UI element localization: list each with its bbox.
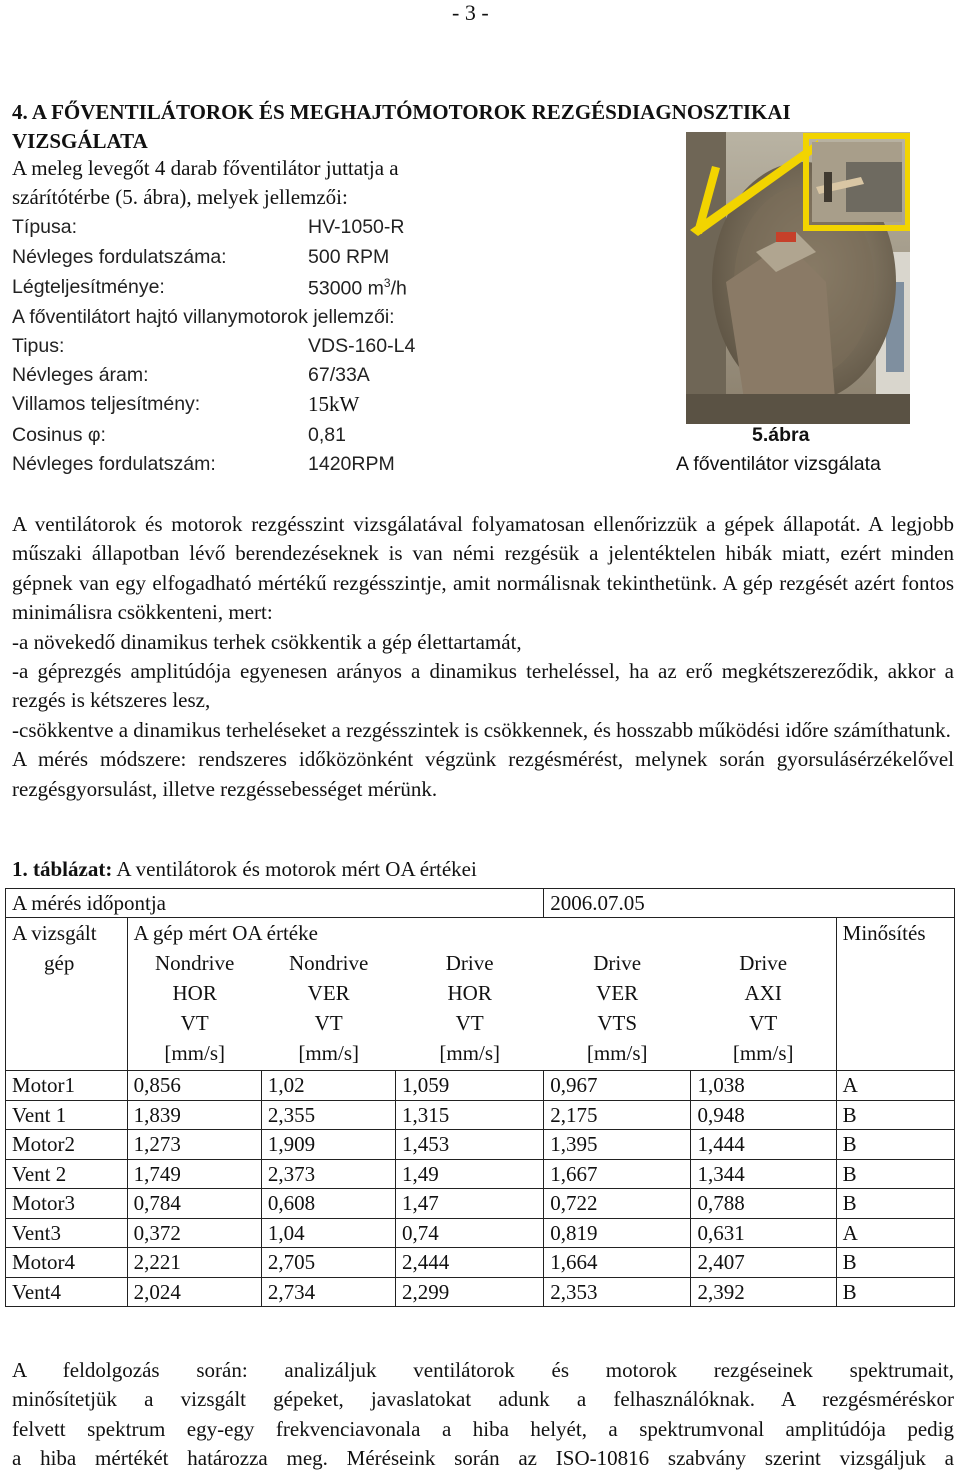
row-machine: Motor2 [6, 1130, 128, 1160]
row-value: 1,315 [396, 1100, 544, 1130]
row-value: 1,059 [396, 1071, 544, 1101]
subheader-drive-hor [396, 948, 544, 1068]
table-header-row [6, 918, 955, 1071]
subheader-line2: VER [596, 981, 639, 1005]
subheader-nondrive-hor [128, 948, 262, 1068]
subheader-unit: [mm/s] [586, 1041, 648, 1065]
intro-line-1: A meleg levegőt 4 darab főventilátor juttatja a [12, 156, 399, 180]
row-value: 1,664 [544, 1248, 691, 1278]
subheader-unit: [mm/s] [439, 1041, 500, 1065]
body-bullet-2: -a géprezgés amplitúdója egyenesen arányos a dinamikus terheléssel, ha az erő megkétszereződik, akkor a rezgés is kétszeres lesz, [12, 659, 954, 713]
date-value-cell [544, 889, 955, 918]
row-machine: Vent 2 [6, 1159, 128, 1189]
row-value: 2,444 [396, 1248, 544, 1278]
spec-speed-value: 500 RPM [308, 246, 390, 268]
subheader-line2: VER [307, 981, 350, 1005]
spec-airflow-value [308, 276, 407, 301]
table-row [6, 1277, 955, 1307]
table-row [6, 1130, 955, 1160]
header-subcolumns [128, 948, 836, 1068]
closing-paragraph [12, 1356, 954, 1474]
row-value: 1,47 [396, 1189, 544, 1219]
row-value: 2,734 [261, 1277, 395, 1307]
subheader-unit: [mm/s] [298, 1041, 359, 1065]
closing-line-2: minősítetjük a vizsgált gépeket, javaslatokat adunk a felhasználóknak. A rezgésméréskor [12, 1387, 954, 1412]
row-machine: Motor4 [6, 1248, 128, 1278]
section-heading [12, 98, 791, 156]
subheader-line3: VTS [597, 1011, 638, 1035]
row-rating: B [836, 1130, 954, 1160]
motor-current-label: Névleges áram: [12, 364, 149, 386]
spec-type-value: HV-1050-R [308, 216, 405, 238]
row-value: 1,344 [691, 1159, 836, 1189]
section-heading-line1: 4. A FŐVENTILÁTOROK ÉS MEGHAJTÓMOTOROK REZGÉSDIAGNOSZTIKAI [12, 100, 791, 124]
row-value: 0,608 [261, 1189, 395, 1219]
subheader-line3: VT [180, 1011, 209, 1035]
row-value: 1,395 [544, 1130, 691, 1160]
date-value: 2006.07.05 [550, 891, 645, 915]
row-value: 2,175 [544, 1100, 691, 1130]
row-value: 0,784 [127, 1189, 261, 1219]
body-paragraph-2: A mérés módszere: rendszeres időközönként végzünk rezgésmérést, melynek során gyorsulásérzékelővel rezgésgyorsulást, illetve rezgéssebességet mérünk. [12, 747, 954, 801]
fan-photo [686, 132, 910, 424]
row-value: 1,909 [261, 1130, 395, 1160]
header-rating: Minősítés [842, 921, 926, 945]
table-row [6, 1218, 955, 1248]
row-value: 1,749 [127, 1159, 261, 1189]
figure-caption: A főventilátor vizsgálata [676, 453, 881, 475]
row-rating: B [836, 1277, 954, 1307]
row-value: 2,705 [261, 1248, 395, 1278]
row-value: 0,967 [544, 1071, 691, 1101]
table-row [6, 1100, 955, 1130]
table-title-text: A ventilátorok és motorok mért OA értékei [112, 857, 477, 881]
row-value: 1,444 [691, 1130, 836, 1160]
spec-airflow-label: Légteljesítménye: [12, 276, 165, 298]
subheader-drive-axi [691, 948, 836, 1068]
subheader-line1: Nondrive [289, 951, 369, 975]
row-machine: Motor1 [6, 1071, 128, 1101]
row-value: 2,355 [261, 1100, 395, 1130]
header-rating-cell [836, 918, 954, 1071]
row-machine: Vent 1 [6, 1100, 128, 1130]
subheader-line2: AXI [744, 981, 782, 1005]
table-row [6, 1159, 955, 1189]
row-value: 2,407 [691, 1248, 836, 1278]
row-machine: Vent3 [6, 1218, 128, 1248]
row-value: 0,788 [691, 1189, 836, 1219]
subheader-line2: HOR [172, 981, 217, 1005]
row-value: 1,273 [127, 1130, 261, 1160]
closing-line-1: A feldolgozás során: analizáljuk ventilátorok és motorok rezgéseinek spektrumait, [12, 1358, 954, 1382]
page-number: - 3 - [452, 0, 489, 25]
date-label-cell [6, 889, 544, 918]
header-machine-line2: gép [44, 951, 75, 975]
row-machine: Vent4 [6, 1277, 128, 1307]
subheader-line2: HOR [447, 981, 492, 1005]
row-value: 2,353 [544, 1277, 691, 1307]
row-value: 2,299 [396, 1277, 544, 1307]
motor-current-value: 67/33A [308, 364, 370, 386]
spec-speed-label: Névleges fordulatszáma: [12, 246, 227, 268]
subheader-line1: Drive [445, 951, 494, 975]
body-bullet-3: -csökkentve a dinamikus terheléseket a rezgésszintek is csökkennek, és hosszabb működési időre számíthatunk. [12, 717, 951, 742]
row-value: 2,373 [261, 1159, 395, 1189]
row-value: 1,667 [544, 1159, 691, 1189]
table-row [6, 1071, 955, 1101]
row-value: 2,024 [127, 1277, 261, 1307]
row-value: 1,839 [127, 1100, 261, 1130]
motor-cosphi-label: Cosinus φ: [12, 424, 106, 446]
row-value: 2,392 [691, 1277, 836, 1307]
row-value: 1,02 [261, 1071, 395, 1101]
row-value: 1,04 [261, 1218, 395, 1248]
table-row [6, 1189, 955, 1219]
row-value: 0,819 [544, 1218, 691, 1248]
body-paragraph-1: A ventilátorok és motorok rezgésszint vizsgálatával folyamatosan ellenőrizzük a gépek állapotát. A legjobb műszaki állapotban lévő berendezéseknek is van némi rezgésük a jelentéktelen hibák miatt, ezért minden gépnek van egy elfogadható mértékű rezgésszintje, amit normálisnak tekinthetünk. A gép rezgését azért fontos minimálisra csökkenteni, mert: [12, 512, 954, 625]
motor-power-value: 15kW [308, 392, 360, 416]
motor-type-value: VDS-160-L4 [308, 335, 416, 357]
subheader-unit: [mm/s] [164, 1041, 225, 1065]
row-value: 0,631 [691, 1218, 836, 1248]
header-oa-title: A gép mért OA értéke [133, 921, 318, 945]
table-date-row [6, 889, 955, 918]
subheader-line3: VT [314, 1011, 343, 1035]
subheader-line1: Drive [739, 951, 788, 975]
motor-rpm-value: 1420RPM [308, 453, 395, 475]
subheader-line1: Nondrive [155, 951, 235, 975]
subheader-drive-ver [544, 948, 691, 1068]
row-rating: A [836, 1071, 954, 1101]
row-rating: A [836, 1218, 954, 1248]
motor-cosphi-value: 0,81 [308, 424, 346, 446]
table-title-number: 1. táblázat: [12, 857, 113, 881]
row-rating: B [836, 1189, 954, 1219]
row-machine: Motor3 [6, 1189, 128, 1219]
row-value: 1,49 [396, 1159, 544, 1189]
row-value: 0,856 [127, 1071, 261, 1101]
intro-line-2: szárítótérbe (5. ábra), melyek jellemzői: [12, 185, 348, 209]
subheader-line3: VT [749, 1011, 778, 1035]
row-rating: B [836, 1100, 954, 1130]
body-bullet-1: -a növekedő dinamikus terhek csökkentik a gép élettartamát, [12, 629, 522, 654]
header-machine-cell [6, 918, 128, 1071]
row-value: 0,722 [544, 1189, 691, 1219]
table-row [6, 1248, 955, 1278]
oa-values-table [5, 888, 955, 1307]
figure-number: 5.ábra [752, 424, 810, 446]
subheader-unit: [mm/s] [732, 1041, 794, 1065]
table-title [12, 857, 477, 882]
row-value: 2,221 [127, 1248, 261, 1278]
row-value: 0,74 [396, 1218, 544, 1248]
motor-type-label: Tipus: [12, 335, 65, 357]
row-rating: B [836, 1159, 954, 1189]
airflow-number: 53000 m [308, 277, 384, 300]
body-text [12, 510, 954, 804]
motor-rpm-label: Névleges fordulatszám: [12, 453, 216, 475]
subheader-line3: VT [455, 1011, 484, 1035]
closing-line-3: felvett spektrum egy-egy frekvenciavonala a hiba helyét, a spektrumvonal amplitúdója pedig [12, 1416, 954, 1441]
closing-line-4: a hiba mértékét határozza meg. Méréseink során az ISO-10816 szabvány szerint vizsgáljuk a [12, 1446, 954, 1471]
row-value: 1,038 [691, 1071, 836, 1101]
date-label: A mérés időpontja [12, 891, 166, 915]
subheader-nondrive-ver [262, 948, 396, 1068]
header-machine-line1: A vizsgált [12, 921, 97, 945]
row-value: 0,372 [127, 1218, 261, 1248]
airflow-exponent: 3 [383, 276, 391, 290]
header-oa-cell [127, 918, 836, 1071]
motor-power-label: Villamos teljesítmény: [12, 393, 201, 415]
subheader-line1: Drive [593, 951, 642, 975]
row-value: 1,453 [396, 1130, 544, 1160]
spec-type-label: Típusa: [12, 216, 78, 238]
row-rating: B [836, 1248, 954, 1278]
section-heading-line2: VIZSGÁLATA [12, 129, 148, 153]
airflow-unit: /h [390, 277, 407, 300]
motor-intro: A főventilátort hajtó villanymotorok jellemzői: [12, 306, 395, 328]
row-value: 0,948 [691, 1100, 836, 1130]
fan-photo-drawing [686, 132, 910, 424]
